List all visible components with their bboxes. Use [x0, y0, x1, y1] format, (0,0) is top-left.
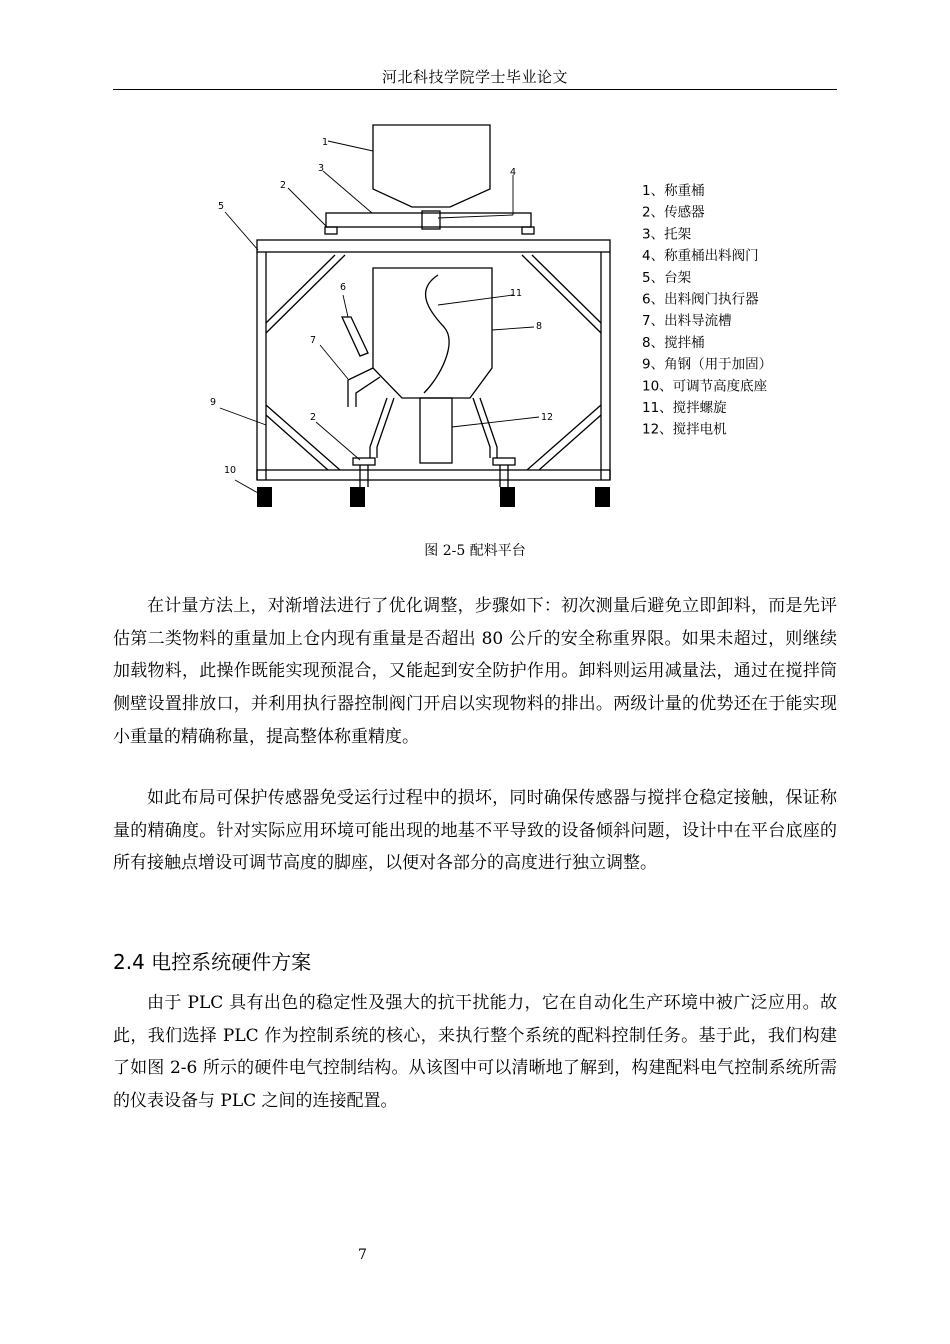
outlet-valve-shape — [422, 211, 440, 229]
mixing-bucket-shape — [373, 268, 492, 398]
legend-item-11: 11、搅拌螺旋 — [642, 400, 727, 416]
figure-legend — [642, 182, 772, 438]
frame-bottom-beam — [257, 470, 610, 480]
mixing-spiral-shape — [424, 275, 449, 393]
sensor-left-top — [325, 227, 337, 234]
callout-10: 10 — [224, 465, 237, 476]
section-heading: 2.4 电控系统硬件方案 — [113, 950, 312, 974]
foot-3 — [500, 487, 515, 507]
sensor-right-bottom — [493, 458, 515, 465]
page-header-title: 河北科技学院学士毕业论文 — [381, 68, 568, 86]
valve-actuator-shape — [342, 317, 368, 356]
figure-batching-platform — [200, 115, 800, 515]
foot-4 — [595, 487, 610, 507]
legend-item-7: 7、出料导流槽 — [642, 313, 732, 330]
callout-2-lower: 2 — [310, 412, 317, 423]
callout-7: 7 — [310, 335, 317, 346]
sensor-right-top — [522, 227, 534, 234]
legend-item-6: 6、出料阀门执行器 — [642, 291, 759, 308]
legend-item-9: 9、角钢（用于加固） — [642, 356, 773, 373]
body-paragraph-3: 由于 PLC 具有出色的稳定性及强大的抗干扰能力，它在自动化生产环境中被广泛应用。故此，我们选择 PLC 作为控制系统的核心，来执行整个系统的配料控制任务。基于此，我们构建了如图 2-6 所示的硬件电气控制结构。从该图中可以清晰地了解到，构建配料电气控制系统所需的仪表设备与 PLC 之间的连接配置。 — [113, 993, 837, 1112]
callout-2: 2 — [280, 180, 287, 191]
callout-8: 8 — [536, 321, 543, 332]
legend-item-2: 2、传感器 — [642, 204, 705, 221]
weighing-bucket-shape — [373, 125, 490, 207]
callout-4: 4 — [510, 167, 517, 178]
figure-caption: 图 2-5 配料平台 — [424, 543, 526, 559]
legend-item-3: 3、托架 — [642, 226, 692, 243]
legend-item-1: 1、称重桶 — [642, 183, 705, 199]
body-paragraph-1: 在计量方法上，对渐增法进行了优化调整，步骤如下：初次测量后避免立即卸料，而是先评估第二类物料的重量加上仓内现有重量是否超出 80 公斤的安全称重界限。如果未超过，则继续加载物料，此操作既能实现预混合，又能起到安全防护作用。卸料则运用减量法，通过在搅拌筒侧壁设置排放口，并利用执行器控制阀门开启以实现物料的排出。两级计量的优势还在于能实现小重量的精确称量，提高整体称重精度。 — [113, 596, 837, 747]
discharge-chute-shape — [348, 368, 373, 407]
callout-12: 12 — [541, 412, 554, 423]
callout-3: 3 — [318, 163, 325, 174]
legend-item-8: 8、搅拌桶 — [642, 334, 705, 351]
header-rule — [113, 89, 837, 90]
legend-item-10: 10、可调节高度底座 — [642, 378, 768, 395]
callout-9: 9 — [210, 397, 217, 408]
callout-1: 1 — [322, 137, 329, 148]
foot-2 — [350, 487, 365, 507]
callout-11: 11 — [510, 288, 523, 299]
platform-diagram — [200, 115, 800, 515]
foot-1 — [257, 487, 272, 507]
sensor-left-bottom — [353, 458, 375, 465]
mixer-motor-shape — [420, 398, 452, 463]
legend-item-5: 5、台架 — [642, 269, 692, 286]
legend-item-4: 4、称重桶出料阀门 — [642, 248, 759, 265]
callout-6: 6 — [340, 282, 347, 293]
body-paragraph-2: 如此布局可保护传感器免受运行过程中的损坏，同时确保传感器与搅拌仓稳定接触，保证称量的精确度。针对实际应用环境可能出现的地基不平导致的设备倾斜问题，设计中在平台底座的所有接触点增设可调节高度的脚座，以便对各部分的高度进行独立调整。 — [113, 788, 837, 874]
callout-5: 5 — [218, 201, 225, 212]
legend-item-12: 12、搅拌电机 — [642, 421, 727, 438]
frame-top-beam — [257, 240, 610, 252]
page-number: 7 — [358, 1247, 367, 1263]
